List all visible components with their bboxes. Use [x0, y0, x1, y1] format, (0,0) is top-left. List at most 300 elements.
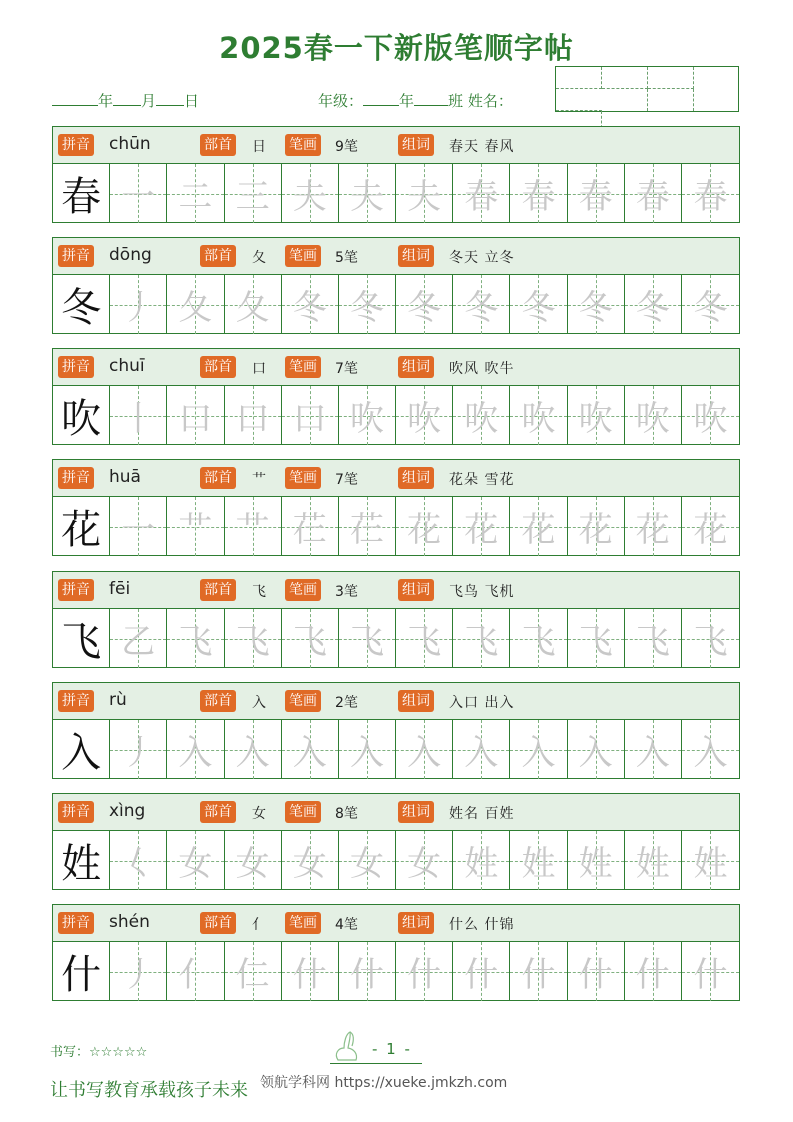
- grade-blank[interactable]: [363, 91, 399, 106]
- model-character-cell: [53, 942, 110, 1001]
- trace-cell[interactable]: [282, 164, 339, 223]
- strokes-value: 5笔: [335, 250, 358, 266]
- pinyin-value: rù: [109, 690, 127, 710]
- pinyin-tag: 拼音: [58, 245, 94, 267]
- words-value: 飞鸟 飞机: [449, 584, 515, 600]
- stroke-step: 冬: [635, 288, 670, 328]
- radical-tag: 部首: [200, 356, 236, 378]
- writing-cells: [53, 164, 739, 223]
- stroke-step: 什: [693, 955, 728, 995]
- character-info-bar: [53, 905, 739, 942]
- trace-cell[interactable]: [110, 386, 167, 445]
- trace-cell[interactable]: [339, 164, 396, 223]
- stroke-step: 什: [464, 955, 499, 995]
- pinyin-value: shén: [109, 912, 150, 932]
- character-info-bar: [53, 572, 739, 609]
- words-tag: 组词: [398, 356, 434, 378]
- strokes-value: 7笔: [335, 472, 358, 488]
- trace-cell[interactable]: [453, 609, 510, 668]
- trace-cell[interactable]: [396, 942, 453, 1001]
- stroke-step: 姓: [464, 844, 499, 884]
- stroke-step: 艹: [235, 510, 270, 550]
- stroke-step: 花: [521, 510, 556, 550]
- stroke-step: 𡿨: [121, 844, 156, 884]
- trace-cell[interactable]: [682, 164, 739, 223]
- trace-cell[interactable]: [110, 831, 167, 890]
- stroke-step: 口: [178, 399, 213, 439]
- trace-cell[interactable]: [396, 609, 453, 668]
- stroke-step: 春: [635, 177, 670, 217]
- trace-cell[interactable]: [453, 386, 510, 445]
- trace-cell[interactable]: [167, 831, 224, 890]
- trace-cell[interactable]: [682, 275, 739, 334]
- trace-cell[interactable]: [110, 164, 167, 223]
- radical-tag: 部首: [200, 245, 236, 267]
- day-blank[interactable]: [156, 91, 184, 106]
- stroke-step: 什: [521, 955, 556, 995]
- trace-cell[interactable]: [625, 720, 682, 779]
- character-info-bar: [53, 238, 739, 275]
- character-info-bar: [53, 349, 739, 386]
- strokes-tag: 笔画: [285, 134, 321, 156]
- trace-cell[interactable]: [282, 609, 339, 668]
- words-value: 姓名 百姓: [449, 806, 515, 822]
- trace-cell[interactable]: [225, 609, 282, 668]
- stroke-step: 仁: [235, 955, 270, 995]
- stroke-step: 芢: [349, 510, 384, 550]
- stroke-step: 冬: [521, 288, 556, 328]
- stroke-step: 吹: [349, 399, 384, 439]
- trace-cell[interactable]: [625, 831, 682, 890]
- grade-year-label: 年: [399, 92, 415, 110]
- radical-value: 艹: [252, 472, 266, 488]
- name-label: 姓名：: [467, 92, 513, 110]
- stroke-step: 飞: [693, 622, 728, 662]
- trace-cell[interactable]: [396, 164, 453, 223]
- stroke-step: 入: [521, 733, 556, 773]
- stroke-step: 吹: [693, 399, 728, 439]
- model-character: 什: [61, 952, 102, 998]
- writing-cells: [53, 386, 739, 445]
- trace-cell[interactable]: [510, 831, 567, 890]
- model-character: 冬: [61, 285, 102, 331]
- stroke-step: 吹: [464, 399, 499, 439]
- trace-cell[interactable]: [110, 720, 167, 779]
- student-line: [318, 90, 513, 111]
- stroke-step: 二: [178, 177, 213, 217]
- month-blank[interactable]: [113, 91, 141, 106]
- model-character-cell: [53, 164, 110, 223]
- pinyin-tag: 拼音: [58, 134, 94, 156]
- character-info-bar: [53, 794, 739, 831]
- trace-cell[interactable]: [167, 609, 224, 668]
- trace-cell[interactable]: [167, 720, 224, 779]
- year-blank[interactable]: [52, 91, 98, 106]
- stroke-step: 春: [521, 177, 556, 217]
- words-tag: 组词: [398, 801, 434, 823]
- stroke-step: 飞: [578, 622, 613, 662]
- stroke-step: 入: [578, 733, 613, 773]
- stroke-step: 入: [349, 733, 384, 773]
- pinyin-value: dōng: [109, 245, 152, 265]
- stroke-step: 姓: [521, 844, 556, 884]
- trace-cell[interactable]: [568, 609, 625, 668]
- model-character: 入: [61, 730, 102, 776]
- stroke-step: 春: [464, 177, 499, 217]
- pinyin-value: huā: [109, 467, 141, 487]
- stroke-step: 入: [178, 733, 213, 773]
- pinyin-tag: 拼音: [58, 912, 94, 934]
- slogan: 让书写教育承载孩子未来: [50, 1080, 248, 1101]
- character-block: [52, 237, 740, 334]
- stroke-step: 入: [235, 733, 270, 773]
- trace-cell[interactable]: [682, 942, 739, 1001]
- pinyin-value: fēi: [109, 579, 131, 599]
- stroke-step: 乙: [121, 622, 156, 662]
- stroke-step: 春: [693, 177, 728, 217]
- stroke-step: 三: [235, 177, 270, 217]
- radical-value: 亻: [252, 917, 266, 933]
- stroke-step: 冬: [578, 288, 613, 328]
- trace-cell[interactable]: [682, 386, 739, 445]
- stroke-step: 飞: [464, 622, 499, 662]
- radical-tag: 部首: [200, 801, 236, 823]
- trace-cell[interactable]: [453, 720, 510, 779]
- trace-cell[interactable]: [568, 275, 625, 334]
- pinyin-tag: 拼音: [58, 690, 94, 712]
- model-character: 姓: [61, 841, 102, 887]
- trace-cell[interactable]: [568, 386, 625, 445]
- stroke-step: 冬: [464, 288, 499, 328]
- trace-cell[interactable]: [167, 942, 224, 1001]
- stroke-step: 夫: [407, 177, 442, 217]
- stroke-step: 入: [693, 733, 728, 773]
- writing-cells: [53, 275, 739, 334]
- writing-cells: [53, 942, 739, 1001]
- trace-cell[interactable]: [282, 831, 339, 890]
- trace-cell[interactable]: [396, 720, 453, 779]
- strokes-tag: 笔画: [285, 356, 321, 378]
- stroke-step: 冬: [292, 288, 327, 328]
- model-character: 花: [61, 507, 102, 553]
- trace-cell[interactable]: [625, 497, 682, 556]
- words-tag: 组词: [398, 245, 434, 267]
- trace-cell[interactable]: [282, 497, 339, 556]
- rabbit-icon: [330, 1030, 370, 1064]
- stroke-step: 入: [407, 733, 442, 773]
- stroke-step: 女: [235, 844, 270, 884]
- trace-cell[interactable]: [682, 497, 739, 556]
- page-title: 2025春一下新版笔顺字帖: [219, 31, 574, 65]
- character-block: [52, 459, 740, 556]
- trace-cell[interactable]: [225, 720, 282, 779]
- stroke-step: 春: [578, 177, 613, 217]
- stroke-step: 冬: [349, 288, 384, 328]
- trace-cell[interactable]: [510, 386, 567, 445]
- pinyin-value: chūn: [109, 134, 151, 154]
- trace-cell[interactable]: [225, 831, 282, 890]
- character-info-bar: [53, 127, 739, 164]
- model-character-cell: [53, 386, 110, 445]
- stroke-step: 吹: [635, 399, 670, 439]
- trace-cell[interactable]: [453, 164, 510, 223]
- trace-cell[interactable]: [568, 942, 625, 1001]
- words-value: 花朵 雪花: [449, 472, 515, 488]
- grade-label: 年级：: [318, 92, 364, 110]
- trace-cell[interactable]: [339, 497, 396, 556]
- class-label: 班: [448, 92, 464, 110]
- trace-cell[interactable]: [510, 497, 567, 556]
- character-block: [52, 571, 740, 668]
- writing-cells: [53, 609, 739, 668]
- stroke-step: 女: [178, 844, 213, 884]
- radical-value: 日: [252, 139, 266, 155]
- trace-cell[interactable]: [225, 942, 282, 1001]
- words-tag: 组词: [398, 912, 434, 934]
- stroke-step: 丿: [121, 955, 156, 995]
- trace-cell[interactable]: [225, 164, 282, 223]
- strokes-value: 4笔: [335, 917, 358, 933]
- stroke-step: 夫: [292, 177, 327, 217]
- date-line: [52, 90, 199, 111]
- pinyin-tag: 拼音: [58, 356, 94, 378]
- character-block: [52, 793, 740, 890]
- radical-value: 飞: [252, 584, 266, 600]
- trace-cell[interactable]: [110, 497, 167, 556]
- stroke-step: 冬: [407, 288, 442, 328]
- writing-cells: [53, 831, 739, 890]
- stroke-step: 飞: [635, 622, 670, 662]
- strokes-tag: 笔画: [285, 579, 321, 601]
- words-tag: 组词: [398, 690, 434, 712]
- trace-cell[interactable]: [167, 275, 224, 334]
- trace-cell[interactable]: [225, 275, 282, 334]
- stroke-step: 一: [121, 177, 156, 217]
- trace-cell[interactable]: [167, 497, 224, 556]
- stroke-step: 丿: [121, 733, 156, 773]
- strokes-value: 9笔: [335, 139, 358, 155]
- month-label: 月: [141, 92, 157, 110]
- trace-cell[interactable]: [339, 831, 396, 890]
- trace-cell[interactable]: [510, 942, 567, 1001]
- trace-cell[interactable]: [110, 275, 167, 334]
- model-character-cell: [53, 720, 110, 779]
- writing-cells: [53, 720, 739, 779]
- trace-cell[interactable]: [225, 497, 282, 556]
- radical-tag: 部首: [200, 579, 236, 601]
- trace-cell[interactable]: [510, 609, 567, 668]
- stroke-step: 什: [292, 955, 327, 995]
- character-block: [52, 904, 740, 1001]
- day-label: 日: [184, 92, 200, 110]
- stroke-step: 飞: [235, 622, 270, 662]
- trace-cell[interactable]: [453, 275, 510, 334]
- writing-cells: [53, 497, 739, 556]
- words-value: 春天 春风: [449, 139, 515, 155]
- trace-cell[interactable]: [568, 164, 625, 223]
- stroke-step: 艹: [178, 510, 213, 550]
- stroke-step: 飞: [521, 622, 556, 662]
- trace-cell[interactable]: [110, 942, 167, 1001]
- model-character-cell: [53, 497, 110, 556]
- name-writing-grid[interactable]: [555, 66, 739, 112]
- radical-tag: 部首: [200, 467, 236, 489]
- trace-cell[interactable]: [339, 275, 396, 334]
- year-label: 年: [98, 92, 114, 110]
- trace-cell[interactable]: [453, 831, 510, 890]
- class-blank[interactable]: [414, 91, 448, 106]
- model-character-cell: [53, 275, 110, 334]
- character-block: [52, 682, 740, 779]
- trace-cell[interactable]: [167, 386, 224, 445]
- stroke-step: 什: [349, 955, 384, 995]
- strokes-value: 7笔: [335, 361, 358, 377]
- stroke-step: 姓: [578, 844, 613, 884]
- stroke-step: 姓: [635, 844, 670, 884]
- model-character-cell: [53, 609, 110, 668]
- trace-cell[interactable]: [282, 386, 339, 445]
- stroke-step: 飞: [407, 622, 442, 662]
- stroke-step: 入: [464, 733, 499, 773]
- stroke-step: 亻: [178, 955, 213, 995]
- words-tag: 组词: [398, 134, 434, 156]
- trace-cell[interactable]: [625, 164, 682, 223]
- trace-cell[interactable]: [396, 497, 453, 556]
- words-tag: 组词: [398, 579, 434, 601]
- strokes-value: 3笔: [335, 584, 358, 600]
- stroke-step: 冬: [693, 288, 728, 328]
- trace-cell[interactable]: [568, 831, 625, 890]
- stroke-step: 什: [578, 955, 613, 995]
- stroke-step: 女: [407, 844, 442, 884]
- words-value: 冬天 立冬: [449, 250, 515, 266]
- stroke-step: 花: [693, 510, 728, 550]
- pinyin-tag: 拼音: [58, 801, 94, 823]
- stroke-step: 吹: [407, 399, 442, 439]
- pinyin-tag: 拼音: [58, 579, 94, 601]
- stroke-step: 花: [635, 510, 670, 550]
- trace-cell[interactable]: [510, 720, 567, 779]
- trace-cell[interactable]: [510, 164, 567, 223]
- words-value: 吹风 吹牛: [449, 361, 515, 377]
- trace-cell[interactable]: [510, 275, 567, 334]
- trace-cell[interactable]: [282, 720, 339, 779]
- trace-cell[interactable]: [339, 720, 396, 779]
- stroke-step: 什: [407, 955, 442, 995]
- trace-cell[interactable]: [110, 609, 167, 668]
- stroke-step: 口: [235, 399, 270, 439]
- stroke-step: 一: [121, 510, 156, 550]
- trace-cell[interactable]: [625, 609, 682, 668]
- words-value: 入口 出入: [449, 695, 515, 711]
- trace-cell[interactable]: [682, 609, 739, 668]
- page-number: - 1 -: [372, 1040, 412, 1058]
- stroke-step: 入: [635, 733, 670, 773]
- model-character-cell: [53, 831, 110, 890]
- stroke-step: 丨: [121, 399, 156, 439]
- trace-cell[interactable]: [282, 275, 339, 334]
- stroke-step: 吹: [521, 399, 556, 439]
- pinyin-tag: 拼音: [58, 467, 94, 489]
- stroke-step: 口: [292, 399, 327, 439]
- stroke-step: 飞: [178, 622, 213, 662]
- stroke-step: 女: [349, 844, 384, 884]
- trace-cell[interactable]: [625, 942, 682, 1001]
- stroke-step: 花: [464, 510, 499, 550]
- trace-cell[interactable]: [568, 497, 625, 556]
- trace-cell[interactable]: [225, 386, 282, 445]
- watermark: 领航学科网 https://xueke.jmkzh.com: [260, 1075, 508, 1091]
- strokes-tag: 笔画: [285, 690, 321, 712]
- character-block: [52, 348, 740, 445]
- model-character: 吹: [61, 396, 102, 442]
- radical-value: 夂: [252, 250, 266, 266]
- pinyin-value: xìng: [109, 801, 146, 821]
- trace-cell[interactable]: [453, 497, 510, 556]
- radical-tag: 部首: [200, 134, 236, 156]
- strokes-tag: 笔画: [285, 912, 321, 934]
- stroke-step: 什: [635, 955, 670, 995]
- strokes-value: 8笔: [335, 806, 358, 822]
- stroke-step: 吹: [578, 399, 613, 439]
- character-info-bar: [53, 683, 739, 720]
- strokes-tag: 笔画: [285, 801, 321, 823]
- trace-cell[interactable]: [682, 720, 739, 779]
- radical-value: 女: [252, 806, 266, 822]
- rating-stars: 书写：☆☆☆☆☆: [50, 1045, 148, 1060]
- stroke-step: 夂: [235, 288, 270, 328]
- footer-divider: [330, 1063, 422, 1064]
- radical-tag: 部首: [200, 912, 236, 934]
- words-tag: 组词: [398, 467, 434, 489]
- trace-cell[interactable]: [453, 942, 510, 1001]
- trace-cell[interactable]: [568, 720, 625, 779]
- trace-cell[interactable]: [167, 164, 224, 223]
- strokes-tag: 笔画: [285, 467, 321, 489]
- stroke-step: 夂: [178, 288, 213, 328]
- trace-cell[interactable]: [339, 942, 396, 1001]
- trace-cell[interactable]: [396, 386, 453, 445]
- stroke-step: 姓: [693, 844, 728, 884]
- trace-cell[interactable]: [282, 942, 339, 1001]
- trace-cell[interactable]: [396, 831, 453, 890]
- stroke-step: 芢: [292, 510, 327, 550]
- strokes-tag: 笔画: [285, 245, 321, 267]
- stroke-step: 花: [407, 510, 442, 550]
- words-value: 什么 什锦: [449, 917, 515, 933]
- trace-cell[interactable]: [625, 275, 682, 334]
- stroke-step: 夫: [349, 177, 384, 217]
- stroke-step: 飞: [292, 622, 327, 662]
- character-info-bar: [53, 460, 739, 497]
- radical-value: 口: [252, 361, 266, 377]
- stroke-step: 女: [292, 844, 327, 884]
- trace-cell[interactable]: [339, 609, 396, 668]
- radical-tag: 部首: [200, 690, 236, 712]
- stroke-step: 飞: [349, 622, 384, 662]
- trace-cell[interactable]: [682, 831, 739, 890]
- stroke-step: 入: [292, 733, 327, 773]
- pinyin-value: chuī: [109, 356, 145, 376]
- strokes-value: 2笔: [335, 695, 358, 711]
- stroke-step: 丿: [121, 288, 156, 328]
- trace-cell[interactable]: [396, 275, 453, 334]
- stroke-step: 花: [578, 510, 613, 550]
- character-block: [52, 126, 740, 223]
- trace-cell[interactable]: [625, 386, 682, 445]
- trace-cell[interactable]: [339, 386, 396, 445]
- radical-value: 入: [252, 695, 266, 711]
